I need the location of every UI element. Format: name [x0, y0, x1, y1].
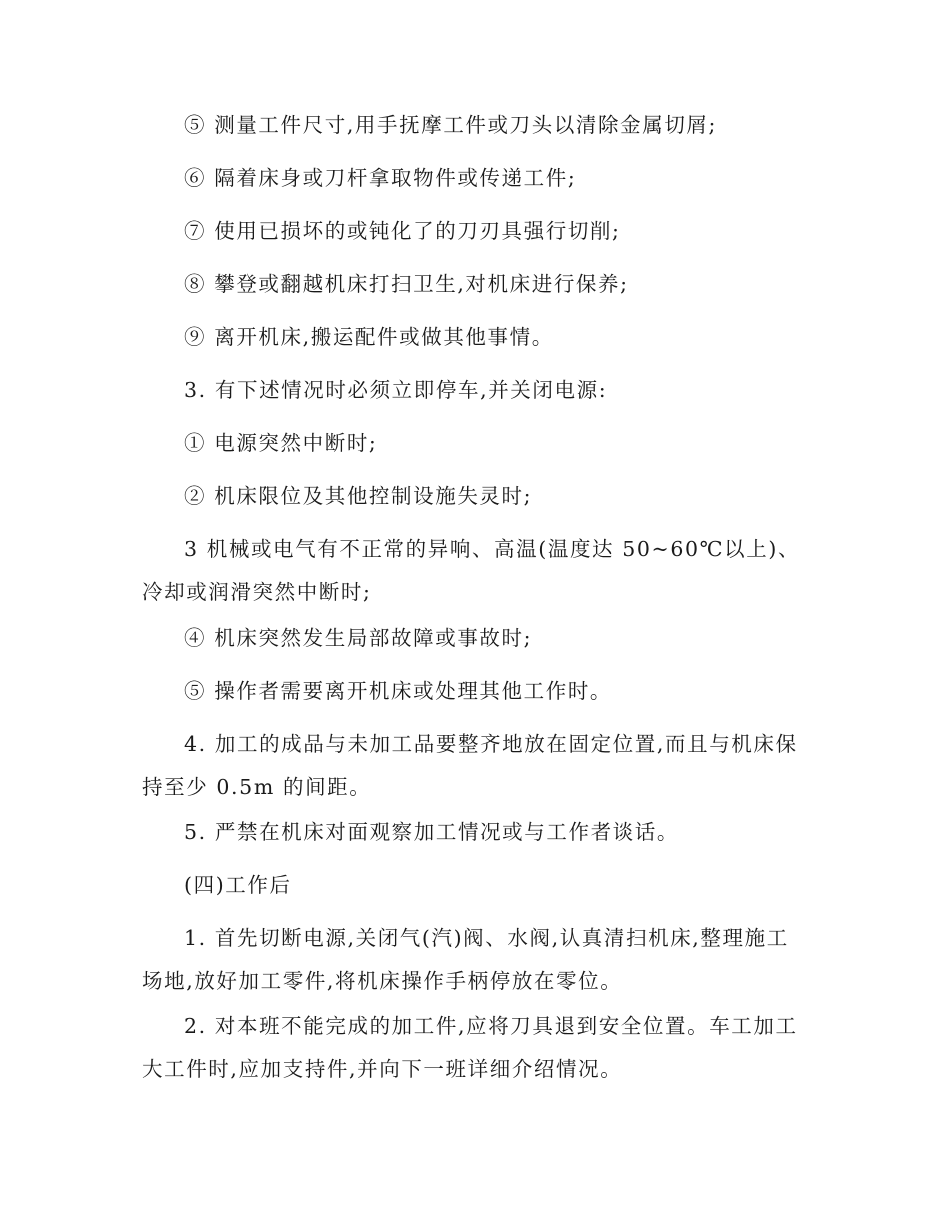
list-item-5-measure: ⑤ 测量工件尺寸,用手抚摩工件或刀头以清除金属切屑; — [184, 113, 718, 137]
list-item-9-leave: ⑨ 离开机床,搬运配件或做其他事情。 — [184, 325, 554, 349]
list-item-1-power-cut: ① 电源突然中断时; — [184, 431, 378, 455]
after-work-item-2: 2. 对本班不能完成的加工件,应将刀具退到安全位置。车工加工大工件时,应加支持件,并向下一班详细介绍情况。 — [142, 1014, 798, 1081]
list-item-5-operator-leave: ⑤ 操作者需要离开机床或处理其他工作时。 — [184, 679, 613, 703]
after-work-item-1: 1. 首先切断电源,关闭气(汽)阀、水阀,认真清扫机床,整理施工场地,放好加工零件,将机床操作手柄停放在零位。 — [142, 926, 789, 993]
section-heading-after-work: (四)工作后 — [184, 873, 292, 897]
list-item-4-fault: ④ 机床突然发生局部故障或事故时; — [184, 626, 533, 650]
section-4-item: 4. 加工的成品与未加工品要整齐地放在固定位置,而且与机床保持至少 0.5m 的间距。 — [142, 732, 798, 799]
section-5-item: 5. 严禁在机床对面观察加工情况或与工作者谈话。 — [184, 820, 679, 844]
list-item-6-reach: ⑥ 隔着床身或刀杆拿取物件或传递工件; — [184, 166, 577, 190]
section-3-heading: 3. 有下述情况时必须立即停车,并关闭电源: — [184, 378, 608, 402]
list-item-7-damaged-tool: ⑦ 使用已损坏的或钝化了的刀刃具强行切削; — [184, 219, 621, 243]
list-item-3-abnormal: 3 机械或电气有不正常的异响、高温(温度达 50~60℃以上)、冷却或润滑突然中断时; — [142, 537, 801, 604]
list-item-8-climb: ⑧ 攀登或翻越机床打扫卫生,对机床进行保养; — [184, 272, 629, 296]
list-item-2-limit-fail: ② 机床限位及其他控制设施失灵时; — [184, 484, 533, 508]
